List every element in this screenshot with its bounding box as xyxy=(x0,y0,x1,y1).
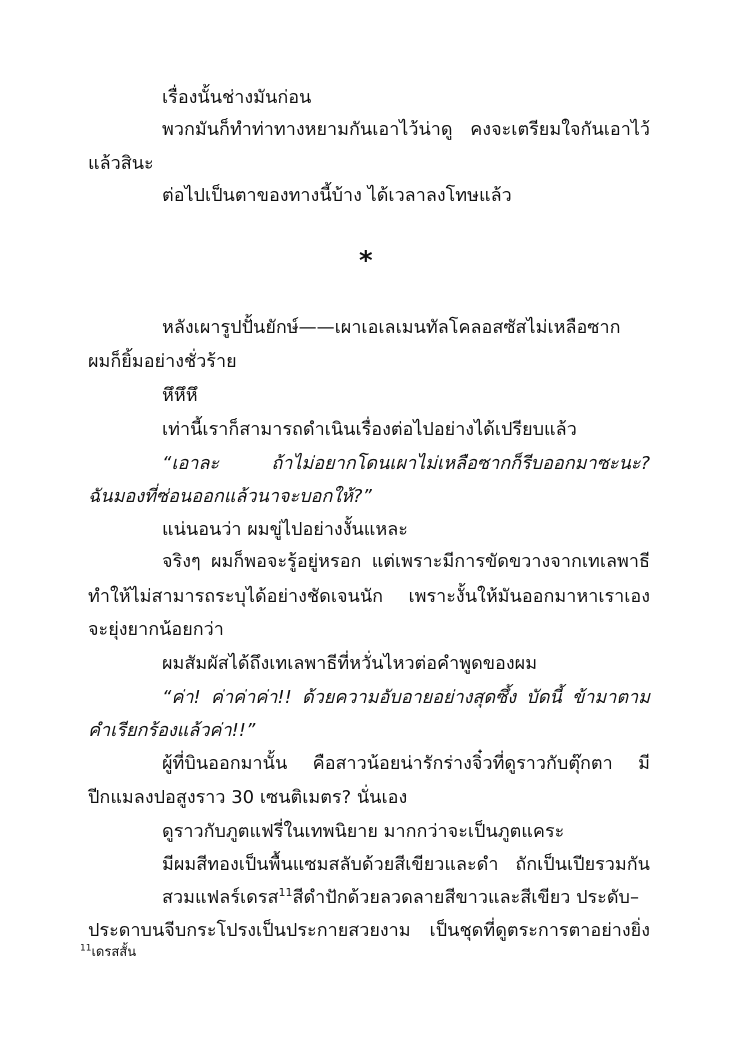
dialogue-line: คำเรียกร้องแล้วค่า!!” xyxy=(88,720,256,741)
paragraph-text: สวมแฟลร์เดรส xyxy=(162,887,279,908)
paragraph-line: เรื่องนั้นช่างมันก่อน xyxy=(162,87,312,108)
paragraph-line: ทำให้ไม่สามารถระบุได้อย่างชัดเจนนัก เพราะงั้นให้มันออกมาหาเราเอง xyxy=(88,586,650,607)
footnote-reference: 11 xyxy=(278,886,293,899)
paragraph-line: ประดาบนจีบกระโปรงเป็นประกายสวยงาม เป็นชุดที่ดูตระการตาอย่างยิ่ง xyxy=(88,920,650,941)
paragraph-line: ดูราวกับภูตแฟรี่ในเทพนิยาย มากกว่าจะเป็นภูตแคระ xyxy=(162,821,565,842)
paragraph-line: เท่านี้เราก็สามารถดำเนินเรื่องต่อไปอย่างได้เปรียบแล้ว xyxy=(162,419,577,440)
paragraph-line: แน่นอนว่า ผมขู่ไปอย่างงั้นแหละ xyxy=(162,519,408,540)
paragraph-line: พวกมันก็ทำท่าทางหยามกันเอาไว้น่าดู คงจะเตรียมใจกันเอาไว้ xyxy=(162,119,650,140)
dialogue-line: ฉันมองที่ซ่อนออกแล้วนาจะบอกให้?” xyxy=(88,486,372,507)
footnote-number: 11 xyxy=(80,943,92,954)
paragraph-line: หึหึหึ xyxy=(162,385,198,406)
paragraph-line: ปีกแมลงปอสูงราว 30 เซนติเมตร? นั่นเอง xyxy=(88,787,408,808)
paragraph-line: ผมก็ยิ้มอย่างชั่วร้าย xyxy=(88,351,237,372)
scene-separator: * xyxy=(359,246,373,276)
paragraph-line: ผมสัมผัสได้ถึงเทเลพาธีที่หวั่นไหวต่อคำพูดของผม xyxy=(162,653,538,674)
paragraph-line: ต่อไปเป็นตาของทางนี้บ้าง ได้เวลาลงโทษแล้ว xyxy=(162,185,512,206)
paragraph-line: แล้วสินะ xyxy=(88,153,154,174)
paragraph-line xyxy=(162,886,639,910)
dialogue-line: “ค่า! ค่าค่าค่า!! ด้วยความอับอายอย่างสุดซึ้ง บัดนี้ ข้ามาตาม xyxy=(162,687,650,708)
paragraph-text: สีดำปักด้วยลวดลายสีขาวและสีเขียว ประดับ– xyxy=(292,887,639,908)
footnote xyxy=(80,944,136,962)
paragraph-line: จะยุ่งยากน้อยกว่า xyxy=(88,619,224,640)
footnote-text: เดรสสั้น xyxy=(91,945,137,960)
paragraph-line: มีผมสีทองเป็นพื้นแซมสลับด้วยสีเขียวและดำ ถักเป็นเปียรวมกัน xyxy=(162,854,650,875)
paragraph-line: หลังเผารูปปั้นยักษ์——เผาเอเลเมนทัลโคลอสซัสไม่เหลือซาก xyxy=(162,317,621,338)
paragraph-line: ผู้ที่บินออกมานั้น คือสาวน้อยน่ารักร่างจิ๋วที่ดูราวกับตุ๊กตา มี xyxy=(162,753,650,774)
dialogue-line: “เอาละ ถ้าไม่อยากโดนเผาไม่เหลือซากก็รีบออกมาซะนะ? xyxy=(162,453,650,474)
paragraph-line: จริงๆ ผมก็พอจะรู้อยู่หรอก แต่เพราะมีการขัดขวางจากเทเลพาธี xyxy=(162,551,650,572)
